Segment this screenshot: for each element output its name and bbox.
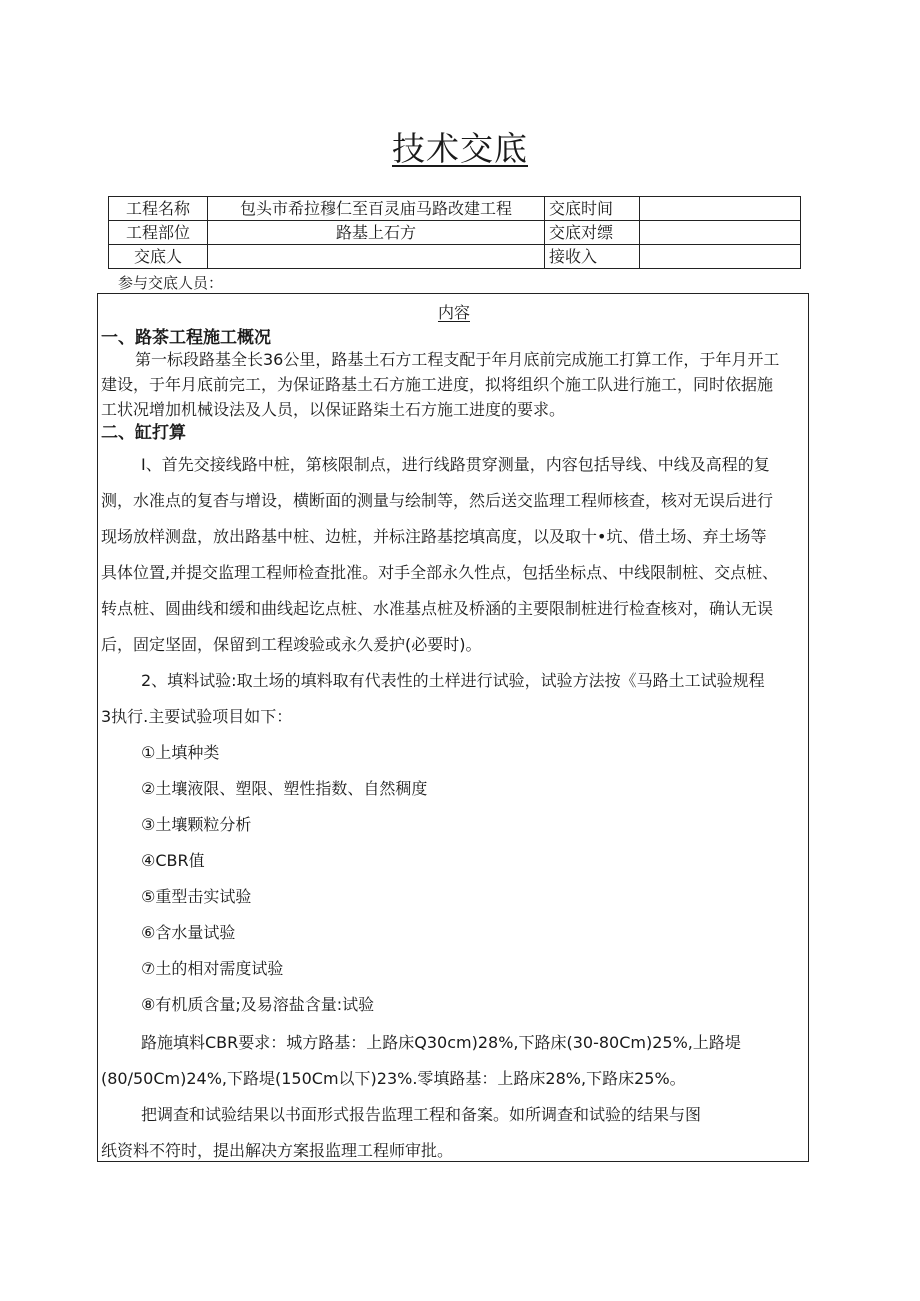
section1-line: 建设，于年月底前完工，为保证路基土石方施工进度，拟将组织个施工队进行施工，同时依据施 [101, 375, 774, 394]
para1-line: 后，固定坚固，保留到工程竣验或永久爰护(必要时)。 [101, 635, 482, 654]
handover-time-value [640, 197, 801, 221]
para1-line: 现场放样测盘，放出路基中桩、边桩，并标注路基挖填高度，以及取十•坑、借土场、弃土场等 [101, 527, 767, 546]
test-item: ⑦土的相对需度试验 [141, 959, 284, 978]
test-item: ②土壤液限、塑限、塑性指数、自然稠度 [141, 779, 428, 798]
para1-line: 具体位置,并提交监理工程师检查批准。对手全部永久性点，包括坐标点、中线限制桩、交点桩、 [101, 563, 779, 582]
closing-line: 把调查和试验结果以书面形式报告监理工程和备案。如所调查和试验的结果与图 [141, 1105, 702, 1124]
test-item: ⑥含水量试验 [141, 923, 236, 942]
handover-target-value [640, 221, 801, 245]
section2-title: 二、缸打算 [101, 423, 186, 443]
discloser-label: 交底人 [109, 245, 208, 269]
section1-line: 第一标段路基全长36公里，路基土石方工程支配于年月底前完成施工打算工作，于年月开工 [135, 350, 780, 369]
cbr-line: 路施填料CBR要求：城方路基：上路床Q30cm)28%,下路床(30-80Cm)25%,上路堤 [141, 1033, 741, 1052]
para1-line: 测，水准点的复杳与增设，横断面的测量与绘制等，然后送交监理工程师核查，核对无误后进行 [101, 491, 774, 510]
header-row [109, 221, 801, 245]
test-item: ⑤重型击实试验 [141, 887, 252, 906]
para2-line: 2、填料试验:取土场的填料取有代表性的土样进行试验，试验方法按《马路土工试验规程 [141, 671, 765, 690]
document-title-text: 技术交底 [392, 129, 528, 168]
content-heading-text: 内容 [437, 303, 470, 322]
project-part-label: 工程部位 [109, 221, 208, 245]
project-part-value: 路基上石方 [208, 221, 545, 245]
handover-time-label: 交底时间 [545, 197, 640, 221]
content-box [97, 293, 809, 1162]
test-item: ⑧有机质含量;及易溶盐含量:试验 [141, 995, 375, 1014]
section1-line: 工状况增加机械设法及人员，以保证路柒土石方施工进度的要求。 [101, 400, 566, 419]
closing-line: 纸资料不符时，提出解决方案报监理工程师审批。 [101, 1141, 454, 1160]
para2-line: 3执行.主要试验项目如下： [101, 707, 293, 726]
cbr-line: (80/50Cm)24%,下路堤(150Cm以下)23%.零填路基：上路床28%,下路床25%。 [101, 1069, 686, 1088]
header-table [108, 196, 801, 269]
test-item: ①上填种类 [141, 743, 220, 762]
header-row [109, 197, 801, 221]
participants-label: 参与交底人员： [118, 274, 224, 292]
content-heading [98, 300, 810, 323]
receiver-value [640, 245, 801, 269]
para1-line: I、首先交接线路中桩，第核限制点，进行线路贯穿测量，内容包括导线、中线及高程的复 [141, 455, 770, 474]
handover-target-label: 交底对缥 [545, 221, 640, 245]
document-title [0, 123, 920, 170]
para1-line: 转点桩、圆曲线和缓和曲线起讫点桩、水准基点桩及桥涵的主要限制桩进行检查核对，确认无误 [101, 599, 774, 618]
project-name-value: 包头市希拉穆仁至百灵庙马路改建工程 [208, 197, 545, 221]
header-row [109, 245, 801, 269]
section1-title: 一、路茶工程施工概况 [101, 328, 271, 348]
discloser-value [208, 245, 545, 269]
project-name-label: 工程名称 [109, 197, 208, 221]
test-item: ④CBR值 [141, 851, 205, 870]
test-item: ③土壤颗粒分析 [141, 815, 252, 834]
receiver-label: 接收入 [545, 245, 640, 269]
